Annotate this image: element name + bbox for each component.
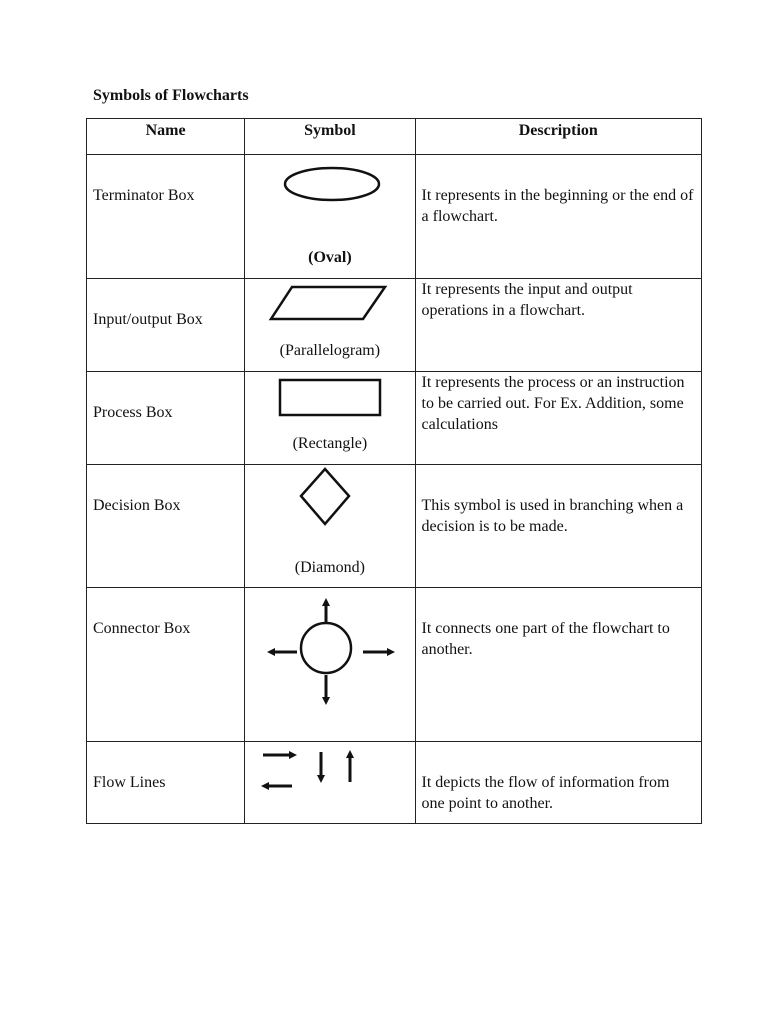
symbol-cell xyxy=(245,465,415,588)
row-description: It connects one part of the flowchart to another. xyxy=(415,588,701,742)
table-row xyxy=(87,155,702,279)
connector-circle-arrows-icon xyxy=(245,588,415,742)
row-name: Decision Box xyxy=(87,465,245,588)
table-row xyxy=(87,372,702,465)
row-name: Terminator Box xyxy=(87,155,245,279)
row-name: Flow Lines xyxy=(87,742,245,824)
row-description: It represents in the beginning or the end of a flowchart. xyxy=(415,155,701,279)
table-row xyxy=(87,742,702,824)
symbol-cell xyxy=(245,372,415,465)
symbol-label: (Diamond) xyxy=(294,559,365,576)
symbol-cell xyxy=(245,155,415,279)
table-header-row xyxy=(87,119,702,155)
symbol-cell xyxy=(245,279,415,372)
row-name: Connector Box xyxy=(87,588,245,742)
row-name: Process Box xyxy=(87,372,245,465)
symbol-cell xyxy=(245,742,415,824)
flowchart-symbols-table xyxy=(86,118,702,824)
symbol-label: (Oval) xyxy=(308,249,352,266)
symbol-cell xyxy=(245,588,415,742)
page-title: Symbols of Flowcharts xyxy=(93,87,249,104)
table-row xyxy=(87,588,702,742)
symbol-label: (Rectangle) xyxy=(292,435,368,452)
header-symbol: Symbol xyxy=(245,119,415,155)
header-description: Description xyxy=(415,119,701,155)
row-description: It depicts the flow of information from one point to another. xyxy=(415,742,701,824)
table-row xyxy=(87,465,702,588)
row-description: It represents the input and output operations in a flowchart. xyxy=(415,279,701,372)
header-name: Name xyxy=(87,119,245,155)
symbol-label: (Parallelogram) xyxy=(279,342,381,359)
flow-line-arrows-icon xyxy=(245,742,415,824)
row-name: Input/output Box xyxy=(87,279,245,372)
row-description: This symbol is used in branching when a decision is to be made. xyxy=(415,465,701,588)
row-description: It represents the process or an instruction to be carried out. For Ex. Addition, some calculations xyxy=(415,372,701,465)
table-row xyxy=(87,279,702,372)
